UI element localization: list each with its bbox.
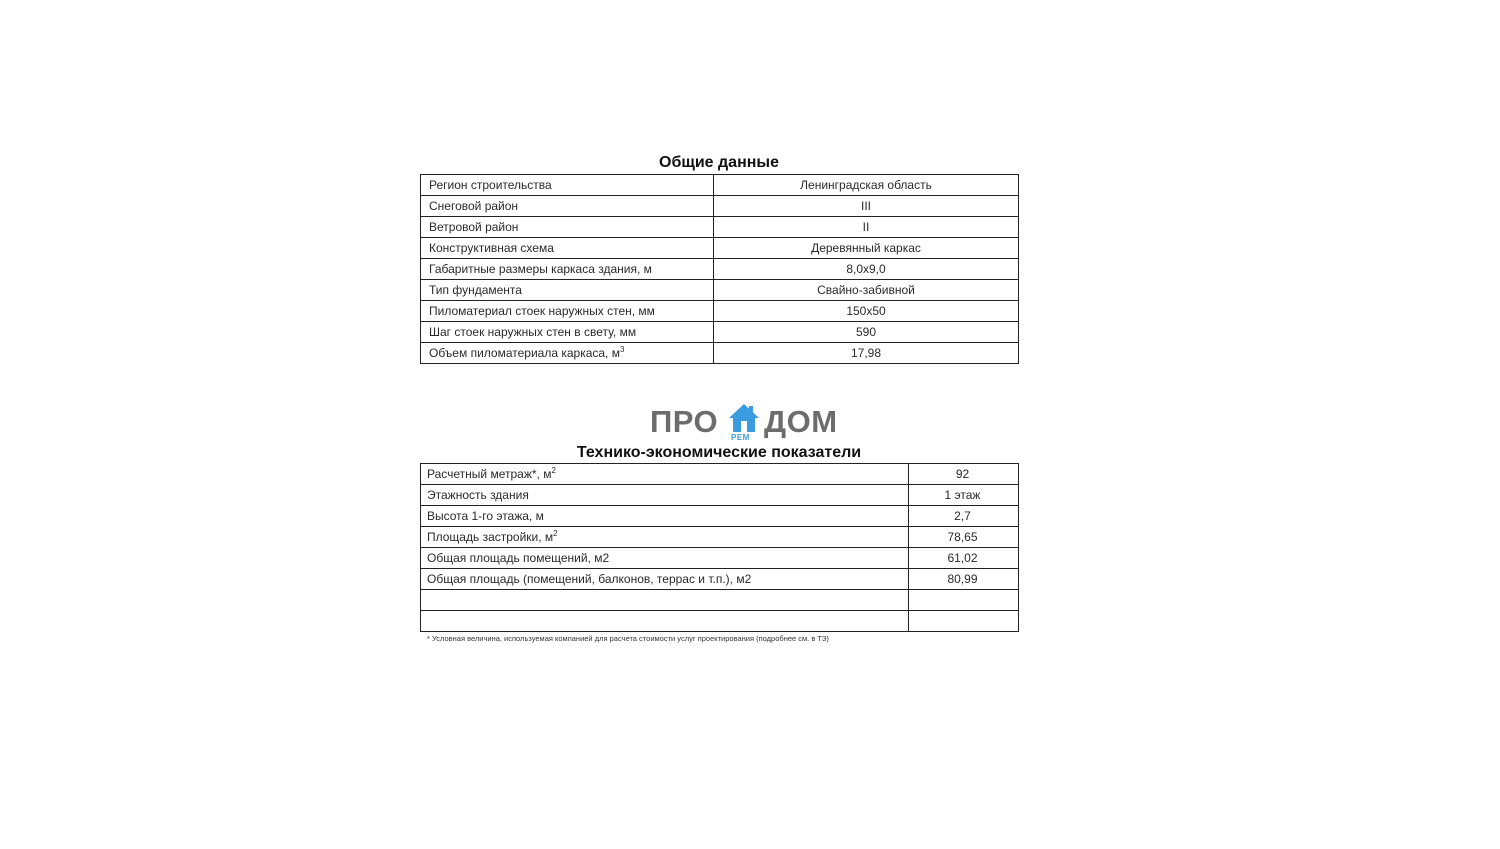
house-icon [728,402,760,434]
general-data-section [420,153,1018,364]
row-label: Пиломатериал стоек наружных стен, мм [421,301,714,322]
unit-superscript: 2 [551,466,556,475]
table-row [421,175,1019,196]
logo-text-right: ДОМ [764,404,838,439]
row-label: Общая площадь помещений, м2 [421,548,909,569]
row-value: 590 [714,322,1019,343]
table-row [421,611,1019,632]
row-value: 80,99 [909,569,1019,590]
unit-superscript: 3 [619,345,625,354]
row-label: Ветровой район [421,217,714,238]
row-value: Деревянный каркас [714,238,1019,259]
table-row [421,506,1019,527]
table-row [421,238,1019,259]
row-label: Этажность здания [421,485,909,506]
row-label: Общая площадь (помещений, балконов, террас и т.п.), м2 [421,569,909,590]
row-value: 17,98 [714,343,1019,364]
row-label: Конструктивная схема [421,238,714,259]
company-logo [650,402,850,444]
table-row [421,527,1019,548]
table-row [421,217,1019,238]
row-label-cell [421,464,909,485]
row-label-cell [421,527,909,548]
row-label: Высота 1-го этажа, м [421,506,909,527]
row-value [909,590,1019,611]
row-value: II [714,217,1019,238]
row-value: 78,65 [909,527,1019,548]
row-value: Ленинградская область [714,175,1019,196]
row-value: 1 этаж [909,485,1019,506]
row-value: III [714,196,1019,217]
row-value: 150х50 [714,301,1019,322]
row-label [421,611,909,632]
row-label: Объем пиломатериала каркаса, м [429,346,620,360]
table-row [421,259,1019,280]
row-label: Площадь застройки, м [427,530,554,544]
table-row [421,301,1019,322]
row-value: Свайно-забивной [714,280,1019,301]
table-row [421,590,1019,611]
logo-text-left: ПРО [650,404,719,439]
logo-subtext: РЕМ [731,433,750,442]
table-row [421,485,1019,506]
row-label: Габаритные размеры каркаса здания, м [421,259,714,280]
row-label: Шаг стоек наружных стен в свету, мм [421,322,714,343]
row-label: Расчетный метраж*, м [427,467,552,481]
general-data-table [420,174,1019,364]
table-row [421,343,1019,364]
table-row [421,464,1019,485]
table-row [421,322,1019,343]
row-value: 8,0х9,0 [714,259,1019,280]
row-value: 2,7 [909,506,1019,527]
footnote: * Условная величина, используемая компанией для расчета стоимости услуг проектирования (подробнее см. в ТЗ) [427,634,829,643]
table-row [421,280,1019,301]
row-label: Тип фундамента [421,280,714,301]
tech-indicators-table [420,463,1019,632]
row-value: 61,02 [909,548,1019,569]
unit-superscript: 2 [553,529,558,538]
table-row [421,569,1019,590]
row-value: 92 [909,464,1019,485]
row-label-cell [421,343,714,364]
tech-indicators-section [420,443,1018,643]
tech-indicators-title: Технико-экономические показатели [576,444,862,461]
general-data-title: Общие данные [659,154,779,171]
row-label [421,590,909,611]
table-row [421,548,1019,569]
row-value [909,611,1019,632]
row-label: Снеговой район [421,196,714,217]
table-row [421,196,1019,217]
row-label: Регион строительства [421,175,714,196]
